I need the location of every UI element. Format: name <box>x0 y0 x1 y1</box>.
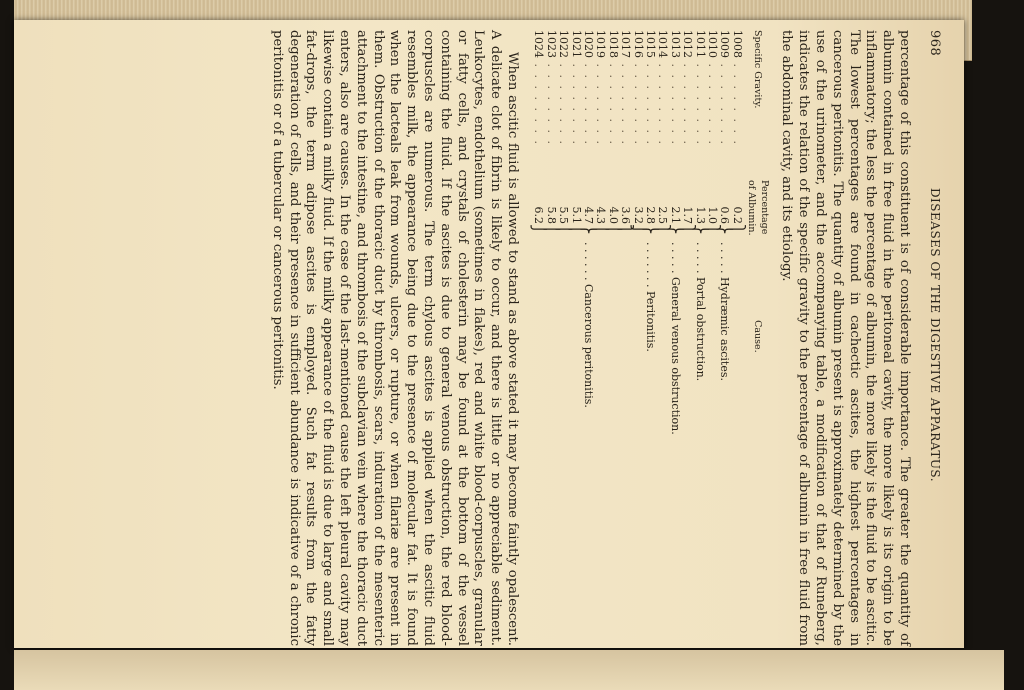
cell-cause <box>706 238 718 435</box>
dot-leader: . . . . . . . . <box>569 58 583 146</box>
dot-leader: . . . . . . . . <box>606 58 620 146</box>
cell-alb: 1.7 <box>681 206 695 224</box>
dot-leader: . . . . . . . . <box>532 58 546 146</box>
next-page-edge <box>14 650 1004 690</box>
table-row <box>532 30 544 435</box>
cell-brace: ⎪ <box>567 224 584 235</box>
dot-leader: . . . . . . . . <box>681 58 695 146</box>
cell-sg: 1016 . . . . . . . . <box>631 30 645 146</box>
intro-paragraph: percentage of this constituent is of considerable importance. The greater the quantity of albumin contained in free fluid in the peritoneal cavity, the more likely is its origin to be inflammatory; the less the percentage of albumin, the more likely is the fluid to be ascitic. The lowest percentages are found in cachectic ascites, the highest percentages in cancerous peritonitis. The quantity of albumin present is approximately determined by the use of the urinometer, and the accompanying table, a modification of that of Runeberg, indicates the relation of the specific gravity to the percentage of albumin in free fluid from the abdominal cavity, and its etiology. <box>779 30 912 646</box>
cell-brace: ⎪ <box>555 224 572 235</box>
cell-sg: 1024 . . . . . . . . <box>532 30 546 146</box>
cell-sg: 1022 . . . . . . . . <box>557 30 571 146</box>
dot-leader: . . . . . . . . <box>631 58 645 146</box>
cell-sg: 1010 . . . . . . . . <box>706 30 719 146</box>
cell-brace: ⎬ <box>691 224 708 235</box>
dot-leader: . . . . . . . . <box>706 58 719 146</box>
cell-brace: ⎫ <box>704 224 720 235</box>
cell-cause: . . . . . Portal obstruction. <box>693 242 707 382</box>
rotated-page-content <box>0 30 944 658</box>
page-number: 968 <box>927 30 942 57</box>
cell-alb: 2.5 <box>656 206 670 224</box>
cell-alb: 5.8 <box>544 206 558 224</box>
cell-cause <box>594 238 606 435</box>
cell-brace: ⎬ <box>666 224 683 235</box>
cell-cause <box>619 238 631 435</box>
cell-cause <box>606 238 618 435</box>
cell-alb: 0.2 <box>730 206 744 224</box>
dot-leader: . . . . . . . . <box>718 58 732 146</box>
cell-cause <box>557 238 569 435</box>
dot-leader: . . . . . . . . <box>656 58 670 146</box>
cell-brace: ⎬ <box>641 224 658 235</box>
cell-cause: . . . . . General venous obstruction. <box>668 242 682 435</box>
cell-alb: 1.3 <box>693 206 707 224</box>
cell-brace: ⎬ <box>716 224 733 235</box>
cell-alb: 3.6 <box>619 206 633 224</box>
cell-sg: 1011 . . . . . . . . <box>693 30 707 146</box>
cell-brace: ⎫ <box>728 224 745 235</box>
specific-gravity-table <box>532 30 770 435</box>
dot-leader: . . . . . . . . <box>693 58 707 146</box>
cell-brace: ⎫ <box>679 224 696 235</box>
page-body <box>268 30 918 658</box>
header-cause: Cause. <box>752 320 764 353</box>
cell-sg: 1021 . . . . . . . . <box>569 30 583 146</box>
book-page <box>14 20 964 648</box>
table-row <box>631 30 643 435</box>
cell-cause: . . . . . . Cancerous peritonitis. <box>581 242 595 408</box>
cell-brace: ⎪ <box>604 224 621 235</box>
cell-sg: 1013 . . . . . . . . <box>668 30 682 146</box>
cell-brace: ⎪ <box>542 224 559 235</box>
table-body <box>532 30 743 435</box>
dot-leader: . . . . . . . . <box>581 58 595 146</box>
cell-cause <box>656 238 668 435</box>
table-row <box>668 30 680 435</box>
dot-leader: . . . . . . . . <box>594 58 608 146</box>
body-paragraph: When ascitic fluid is allowed to stand as above stated it may become faintly opalescent. A delicate clot of fibrin is likely to occur, and there is little or no appreciable sediment. Leukocytes, endothelium (sometimes in flakes), red and white blood-corpuscles, granular or fatty cells, and crystals of cholesterin may be found at the bottom of the vessel containing the fluid. If the ascites is due to general venous obstruction, the red blood-corpuscles are numerous. The term chylous ascites is applied when the ascitic fluid resembles milk, the appearance being due to the presence of molecular fat. It is found when the lacteals leak from wounds, ulcers, or rupture, or when filariæ are present in them. Obstruction of the thoracic duct by thrombosis, scars, induration of the mesenteric attachment to the intestine, and thrombosis of the subclavian vein where the thoracic duct enters, also are causes. In the case of the last-mentioned cause the left pleural cavity may likewise contain a milky fluid. If the milky appearance of the fluid is due to large and small fat-drops, the term adipose ascites is employed. Such fat results from the fatty degeneration of cells, and their presence in sufficient abundance is indicative of a chronic peritonitis or of a tubercular or cancerous peritonitis. <box>269 30 520 646</box>
cell-alb: 4.3 <box>594 206 608 224</box>
dot-leader: . . . . . . . . <box>544 58 558 146</box>
header-specific-gravity: Specific Gravity. <box>752 30 764 109</box>
cell-alb: 2.8 <box>643 206 657 224</box>
cell-cause <box>681 238 693 435</box>
cell-sg: 1015 . . . . . . . . <box>643 30 657 146</box>
cell-cause: . . . . . . . Peritonitis. <box>643 242 657 352</box>
header-albumin: Percentage of Albumin. <box>746 180 770 236</box>
cell-sg: 1008 . . . . . . . . <box>730 30 744 146</box>
dot-leader: . . . . . . . . <box>619 58 633 146</box>
cell-alb: 5.1 <box>569 206 583 224</box>
dot-leader: . . . . . . . . <box>643 58 657 146</box>
table-header-row <box>743 30 770 435</box>
cell-brace: ⎫ <box>617 224 634 235</box>
cell-brace: ⎪ <box>592 224 609 235</box>
cell-sg: 1023 . . . . . . . . <box>544 30 558 146</box>
cell-alb: 0.6 <box>718 206 732 224</box>
cell-sg: 1012 . . . . . . . . <box>681 30 695 146</box>
cell-alb: 4.0 <box>606 206 620 224</box>
cell-sg: 1018 . . . . . . . . <box>606 30 620 146</box>
cell-sg: 1014 . . . . . . . . <box>656 30 670 146</box>
cell-sg: 1019 . . . . . . . . <box>594 30 608 146</box>
table-row <box>730 30 742 435</box>
cell-cause <box>631 238 643 435</box>
cell-cause <box>544 238 556 435</box>
cell-brace: ⎭ <box>530 224 547 235</box>
cell-cause <box>569 238 581 435</box>
dot-leader: . . . . . . . . <box>730 58 744 146</box>
cell-sg: 1009 . . . . . . . . <box>718 30 732 146</box>
cell-alb: 6.2 <box>532 206 546 224</box>
table-row <box>544 30 556 435</box>
table-row <box>606 30 618 435</box>
cell-cause <box>532 238 544 435</box>
cell-alb: 5.5 <box>557 206 571 224</box>
cell-alb: 2.1 <box>668 206 682 224</box>
cell-cause: . . . . . Hydræmic ascites. <box>718 242 732 381</box>
cell-alb: 1.0 <box>706 206 719 224</box>
table-row <box>693 30 705 435</box>
cell-brace: ⎬ <box>579 224 596 235</box>
running-header <box>918 30 944 640</box>
cell-alb: 3.2 <box>631 206 645 224</box>
cell-sg: 1020 . . . . . . . . <box>581 30 595 146</box>
running-head-title: DISEASES OF THE DIGESTIVE APPARATUS. <box>928 187 942 483</box>
cell-cause <box>730 238 742 435</box>
cell-sg: 1017 . . . . . . . . <box>619 30 633 146</box>
cell-brace: ⎭ <box>629 224 646 235</box>
dot-leader: . . . . . . . . <box>668 58 682 146</box>
cell-brace: ⎫ <box>654 224 671 235</box>
dot-leader: . . . . . . . . <box>557 58 571 146</box>
cell-alb: 4.7 <box>581 206 595 224</box>
